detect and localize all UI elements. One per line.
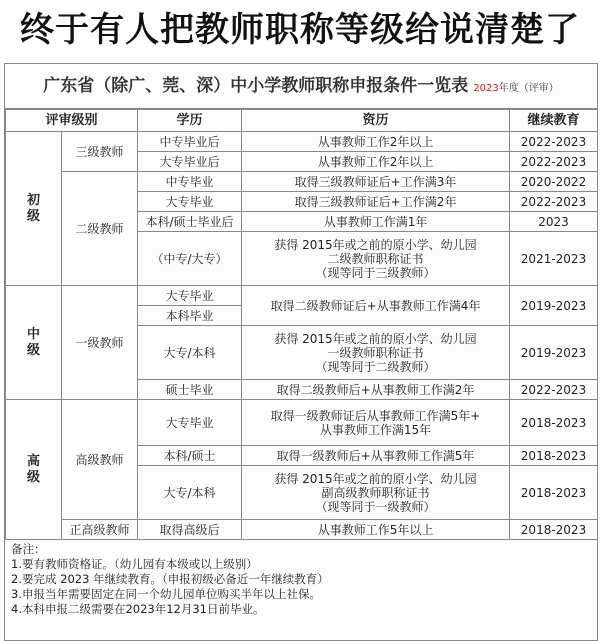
cell-edu: 大专毕业 <box>138 192 242 212</box>
header-experience: 资历 <box>242 110 510 132</box>
cell-cont: 2018-2023 <box>510 466 598 520</box>
header-level: 评审级别 <box>6 110 138 132</box>
cell-edu: 大专毕业 <box>138 400 242 446</box>
cell-exp: 获得 2015年或之前的原小学、幼儿园 一级教师职称证书 （现等同于二级教师） <box>242 326 510 380</box>
header-education: 学历 <box>138 110 242 132</box>
cell-cont: 2018-2023 <box>510 400 598 446</box>
cell-cont: 2022-2023 <box>510 192 598 212</box>
table-row <box>6 172 598 192</box>
title-full-senior: 正高级教师 <box>62 520 138 540</box>
cell-edu: 大专毕业后 <box>138 152 242 172</box>
note-item: 1.要有教师资格证。（幼儿园有本级或以上级别） <box>11 557 258 571</box>
cell-exp: 取得三级教师证后+工作满2年 <box>242 192 510 212</box>
cell-cont: 2018-2023 <box>510 520 598 540</box>
table-row <box>6 286 598 306</box>
cell-edu: （中专/大专） <box>138 232 242 286</box>
cell-exp: 取得二级教师证后+从事教师工作满4年 <box>242 286 510 326</box>
title-year: 2023 <box>473 83 499 94</box>
level-senior: 高 级 <box>6 400 62 540</box>
cell-exp: 从事教师工作2年以上 <box>242 132 510 152</box>
cell-exp: 从事教师工作5年以上 <box>242 520 510 540</box>
note-item: 3.申报当年需要固定在同一个幼儿园单位购买半年以上社保。 <box>11 587 321 601</box>
cell-edu: 本科/硕士 <box>138 446 242 466</box>
document-title <box>5 64 597 109</box>
table-row <box>6 132 598 152</box>
cell-exp: 从事教师工作2年以上 <box>242 152 510 172</box>
note-item: 2.要完成 2023 年继续教育。（申报初级必备近一年继续教育） <box>11 572 329 586</box>
cell-cont: 2022-2023 <box>510 132 598 152</box>
cell-exp: 获得 2015年或之前的原小学、幼儿园 二级教师职称证书 （现等同于三级教师） <box>242 232 510 286</box>
cell-cont: 2022-2023 <box>510 380 598 400</box>
table-row <box>6 520 598 540</box>
title-suffix: 年度（评审） <box>498 83 559 94</box>
header-continuing-edu: 继续教育 <box>510 110 598 132</box>
cell-exp: 取得三级教师证后+工作满3年 <box>242 172 510 192</box>
cell-cont: 2019-2023 <box>510 286 598 326</box>
cell-edu: 大专/本科 <box>138 466 242 520</box>
title-senior: 高级教师 <box>62 400 138 520</box>
level-junior: 初 级 <box>6 132 62 286</box>
table-row <box>6 400 598 446</box>
title-level2: 二级教师 <box>62 172 138 286</box>
cell-edu: 中专毕业 <box>138 172 242 192</box>
table-header-row <box>6 110 598 132</box>
note-item: 4.本科申报二级需要在2023年12月31日前毕业。 <box>11 602 265 616</box>
cell-exp: 取得一级教师证后从事教师工作满5年+ 从事教师工作满15年 <box>242 400 510 446</box>
cell-cont: 2020-2022 <box>510 172 598 192</box>
headline: 终于有人把教师职称等级给说清楚了 <box>20 10 580 50</box>
cell-edu: 大专毕业 <box>138 286 242 306</box>
notes-section <box>5 540 597 619</box>
cell-edu: 大专/本科 <box>138 326 242 380</box>
cell-edu: 中专毕业后 <box>138 132 242 152</box>
cell-cont: 2022-2023 <box>510 152 598 172</box>
title-main: 广东省（除广、莞、深）中小学教师职称申报条件一览表 <box>43 76 469 96</box>
title-level3: 三级教师 <box>62 132 138 172</box>
cell-exp: 取得一级教师后+从事教师工作满5年 <box>242 446 510 466</box>
notes-title: 备注： <box>11 542 46 556</box>
requirements-document <box>4 63 598 641</box>
cell-exp: 获得 2015年或之前的原小学、幼儿园 副高级教师职称证书 （现等同于一级教师） <box>242 466 510 520</box>
cell-edu: 本科/硕士毕业后 <box>138 212 242 232</box>
cell-edu: 硕士毕业 <box>138 380 242 400</box>
cell-cont: 2023 <box>510 212 598 232</box>
cell-edu: 本科毕业 <box>138 306 242 326</box>
title-level1: 一级教师 <box>62 286 138 400</box>
cell-cont: 2021-2023 <box>510 232 598 286</box>
cell-edu: 取得高级后 <box>138 520 242 540</box>
cell-cont: 2018-2023 <box>510 446 598 466</box>
requirements-table <box>5 109 598 540</box>
cell-exp: 从事教师工作满1年 <box>242 212 510 232</box>
cell-exp: 取得二级教师后+从事教师工作满2年 <box>242 380 510 400</box>
cell-cont: 2019-2023 <box>510 326 598 380</box>
level-middle: 中 级 <box>6 286 62 400</box>
